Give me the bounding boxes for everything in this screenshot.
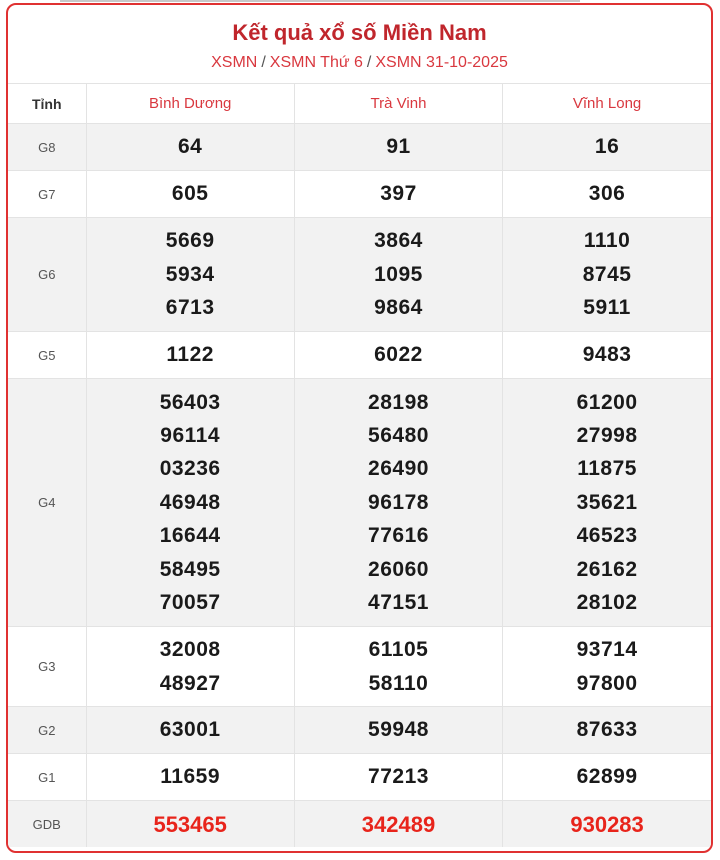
prize-number: 62899 — [576, 765, 638, 789]
table-row — [8, 171, 711, 218]
prize-label: G8 — [8, 124, 86, 171]
special-prize-number: 930283 — [570, 811, 644, 837]
province-header-vinh-long[interactable]: Vĩnh Long — [503, 84, 711, 124]
results-card — [6, 3, 713, 853]
prize-number: 28198 — [368, 390, 429, 414]
result-cell — [503, 332, 711, 379]
table-row — [8, 379, 711, 627]
table-row — [8, 707, 711, 754]
prize-number: 1122 — [166, 343, 214, 367]
breadcrumb-separator: / — [261, 54, 266, 71]
prize-number: 26490 — [368, 457, 429, 481]
table-row — [8, 801, 711, 848]
prize-number: 28102 — [576, 591, 638, 615]
result-cell — [503, 379, 711, 627]
prize-number: 11875 — [577, 457, 637, 481]
page-title: Kết quả xổ số Miền Nam — [232, 20, 487, 45]
prize-label: G5 — [8, 332, 86, 379]
prize-number: 77213 — [368, 765, 429, 789]
prize-number: 26060 — [368, 557, 429, 581]
result-cell — [86, 379, 294, 627]
prize-number: 3864 — [374, 229, 423, 253]
prize-number: 46523 — [576, 524, 638, 548]
breadcrumb-link-xsmn-date[interactable]: XSMN 31-10-2025 — [375, 54, 508, 71]
prize-number: 91 — [386, 135, 411, 159]
result-cell — [86, 754, 294, 801]
prize-number: 64 — [177, 135, 203, 159]
prize-number: 8745 — [582, 262, 632, 286]
prize-number: 87633 — [576, 718, 638, 742]
result-cell — [86, 801, 294, 848]
result-cell — [294, 171, 502, 218]
result-cell — [294, 754, 502, 801]
prize-number: 1110 — [583, 229, 631, 253]
result-cell — [503, 627, 711, 707]
result-cell — [503, 801, 711, 848]
prize-number: 27998 — [576, 423, 638, 447]
result-cell — [86, 124, 294, 171]
result-cell — [294, 332, 502, 379]
prize-number: 56480 — [368, 423, 429, 447]
province-header-tra-vinh[interactable]: Trà Vinh — [294, 84, 502, 124]
prize-number: 58495 — [159, 557, 221, 581]
breadcrumb-link-xsmn-weekday[interactable]: XSMN Thứ 6 — [269, 54, 363, 71]
prize-label: G4 — [8, 379, 86, 627]
prize-number: 6022 — [374, 343, 423, 367]
result-cell — [294, 379, 502, 627]
prize-number: 9864 — [374, 296, 423, 320]
prize-number: 58110 — [368, 671, 429, 695]
prize-number: 5669 — [165, 229, 215, 253]
province-column-header: Tỉnh — [8, 84, 86, 124]
prize-number: 70057 — [159, 591, 221, 615]
result-cell — [503, 754, 711, 801]
results-body — [8, 124, 711, 848]
prize-number: 61200 — [576, 390, 638, 414]
prize-number: 97800 — [576, 671, 638, 695]
prize-number: 16 — [594, 135, 620, 159]
results-header — [8, 5, 711, 84]
table-header-row — [8, 84, 711, 124]
prize-number: 5911 — [583, 296, 631, 320]
prize-number: 9483 — [582, 343, 632, 367]
prize-number: 32008 — [159, 638, 221, 662]
result-cell — [86, 707, 294, 754]
table-row — [8, 754, 711, 801]
table-row — [8, 218, 711, 332]
prize-number: 96114 — [160, 423, 221, 447]
prize-number: 26162 — [576, 557, 638, 581]
prize-number: 46948 — [159, 490, 221, 514]
results-table — [8, 84, 711, 847]
result-cell — [86, 218, 294, 332]
table-row — [8, 627, 711, 707]
prize-number: 63001 — [159, 718, 221, 742]
result-cell — [294, 801, 502, 848]
prize-number: 5934 — [165, 262, 215, 286]
result-cell — [294, 627, 502, 707]
result-cell — [503, 707, 711, 754]
special-prize-number: 553465 — [153, 811, 227, 837]
prize-number: 11659 — [160, 765, 221, 789]
breadcrumb — [8, 53, 711, 73]
prize-number: 306 — [588, 182, 626, 206]
result-cell — [294, 124, 502, 171]
prize-number: 56403 — [159, 390, 221, 414]
prize-label: G1 — [8, 754, 86, 801]
prize-label: G6 — [8, 218, 86, 332]
prize-label: GDB — [8, 801, 86, 848]
breadcrumb-link-xsmn[interactable]: XSMN — [211, 54, 258, 71]
prize-number: 93714 — [576, 638, 638, 662]
prize-number: 397 — [380, 182, 417, 206]
prize-number: 1095 — [374, 262, 423, 286]
prize-number: 16644 — [159, 524, 221, 548]
prize-number: 6713 — [165, 296, 215, 320]
table-row — [8, 124, 711, 171]
special-prize-number: 342489 — [361, 811, 436, 837]
prize-number: 605 — [171, 182, 209, 206]
result-cell — [86, 171, 294, 218]
top-divider — [60, 0, 580, 2]
prize-number: 61105 — [368, 638, 429, 662]
result-cell — [86, 332, 294, 379]
prize-number: 35621 — [576, 490, 638, 514]
prize-label: G2 — [8, 707, 86, 754]
prize-label: G3 — [8, 627, 86, 707]
prize-number: 48927 — [159, 671, 221, 695]
result-cell — [294, 707, 502, 754]
prize-number: 03236 — [159, 457, 221, 481]
prize-number: 77616 — [368, 524, 429, 548]
result-cell — [503, 218, 711, 332]
result-cell — [86, 627, 294, 707]
prize-number: 96178 — [368, 490, 429, 514]
result-cell — [503, 171, 711, 218]
result-cell — [503, 124, 711, 171]
prize-number: 47151 — [368, 591, 429, 615]
province-header-binh-duong[interactable]: Bình Dương — [86, 84, 294, 124]
prize-label: G7 — [8, 171, 86, 218]
prize-number: 59948 — [368, 718, 429, 742]
table-row — [8, 332, 711, 379]
breadcrumb-separator: / — [366, 54, 372, 71]
result-cell — [294, 218, 502, 332]
